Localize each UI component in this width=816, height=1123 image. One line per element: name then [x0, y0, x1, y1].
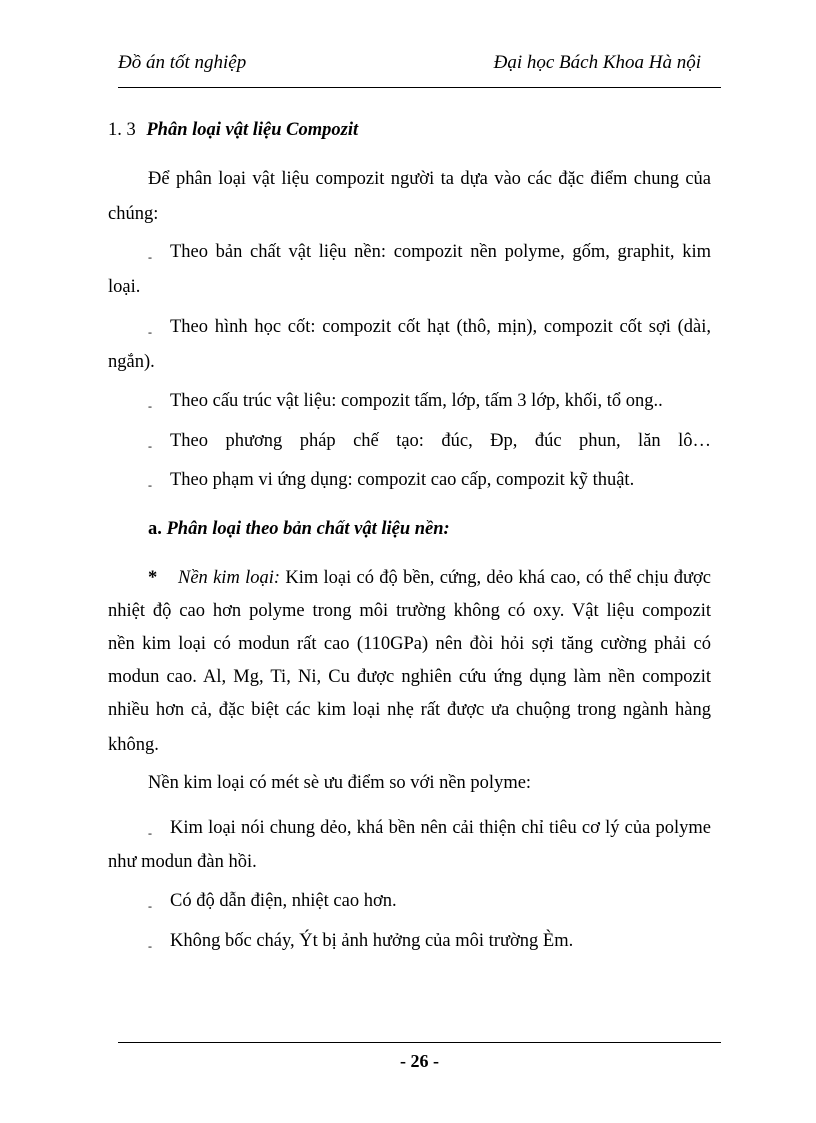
section-title: Phân loại vật liệu Compozit: [146, 120, 359, 140]
subsection-heading: [148, 517, 450, 541]
subsection-letter: a.: [148, 519, 162, 539]
criteria-text: Theo phương pháp chế tạo: đúc, Đp, đúc phun, lăn lô…: [170, 431, 711, 451]
advantage-text: Có độ dẫn điện, nhiệt cao hơn.: [170, 891, 397, 911]
metal-matrix-label: Nền kim loại:: [178, 568, 281, 588]
metal-matrix-line: nền kim loại có modun rất cao (110GPa) nên đòi hỏi sợi tăng cường phải có: [108, 634, 711, 654]
bullet-icon: -: [148, 325, 152, 339]
metal-matrix-line: [148, 566, 711, 590]
advantage-item: [148, 889, 397, 918]
intro-line-2: chúng:: [108, 204, 159, 224]
bullet-icon: -: [148, 939, 152, 953]
criteria-item: [148, 315, 711, 344]
criteria-text: Theo phạm vi ứng dụng: compozit cao cấp, compozit kỹ thuật.: [170, 470, 635, 490]
header-divider: [118, 87, 721, 88]
subsection-title: Phân loại theo bản chất vật liệu nền:: [166, 519, 450, 539]
criteria-text: Theo cấu trúc vật liệu: compozit tấm, lớp, tấm 3 lớp, khối, tổ ong..: [170, 391, 663, 411]
page-header: [118, 52, 721, 78]
criteria-item: [148, 389, 663, 418]
advantage-item: [148, 929, 573, 958]
intro-line-1: Để phân loại vật liệu compozit người ta dựa vào các đặc điểm chung của: [148, 169, 711, 189]
header-document-type: Đồ án tốt nghiệp: [118, 52, 247, 73]
advantage-item-continuation: như modun đàn hồi.: [108, 852, 257, 872]
footer-divider: [118, 1042, 721, 1043]
metal-matrix-line: modun cao. Al, Mg, Ti, Ni, Cu được nghiên cứu ứng dụng làm nền compozit: [108, 667, 711, 687]
metal-matrix-line: nhiều hơn cả, đặc biệt các kim loại nhẹ rất được ưa chuộng trong ngành hàng: [108, 700, 711, 720]
page-number: - 26 -: [400, 1051, 439, 1071]
bullet-icon: -: [148, 399, 152, 413]
asterisk-icon: *: [148, 568, 158, 588]
advantage-text: Không bốc cháy, Ýt bị ảnh hưởng của môi trường Èm.: [170, 931, 574, 951]
advantage-text: Kim loại nói chung dẻo, khá bền nên cải thiện chỉ tiêu cơ lý của polyme: [170, 818, 711, 838]
section-heading: [108, 118, 358, 142]
criteria-text: Theo bản chất vật liệu nền: compozit nền polyme, gốm, graphit, kim: [170, 242, 711, 262]
advantage-item: [148, 816, 711, 845]
bullet-icon: -: [148, 826, 152, 840]
criteria-item: [148, 240, 711, 269]
bullet-icon: -: [148, 478, 152, 492]
criteria-item-continuation: ngắn).: [108, 352, 155, 372]
bullet-icon: -: [148, 899, 152, 913]
criteria-item: [148, 468, 634, 497]
criteria-item-continuation: loại.: [108, 277, 141, 297]
metal-matrix-line: không.: [108, 735, 159, 755]
metal-matrix-text: Kim loại có độ bền, cứng, dẻo khá cao, có thể chịu được: [285, 568, 712, 588]
bullet-icon: -: [148, 250, 152, 264]
bullet-icon: -: [148, 439, 152, 453]
criteria-item: [148, 429, 711, 458]
header-university: Đại học Bách Khoa Hà nội: [493, 52, 701, 73]
advantages-intro: Nền kim loại có mét sè ưu điểm so với nền polyme:: [148, 773, 532, 793]
section-number: 1. 3: [108, 120, 136, 140]
metal-matrix-line: nhiệt độ cao hơn polyme trong môi trường không có oxy. Vật liệu compozit: [108, 601, 711, 621]
criteria-text: Theo hình học cốt: compozit cốt hạt (thô, mịn), compozit cốt sợi (dài,: [170, 317, 711, 337]
